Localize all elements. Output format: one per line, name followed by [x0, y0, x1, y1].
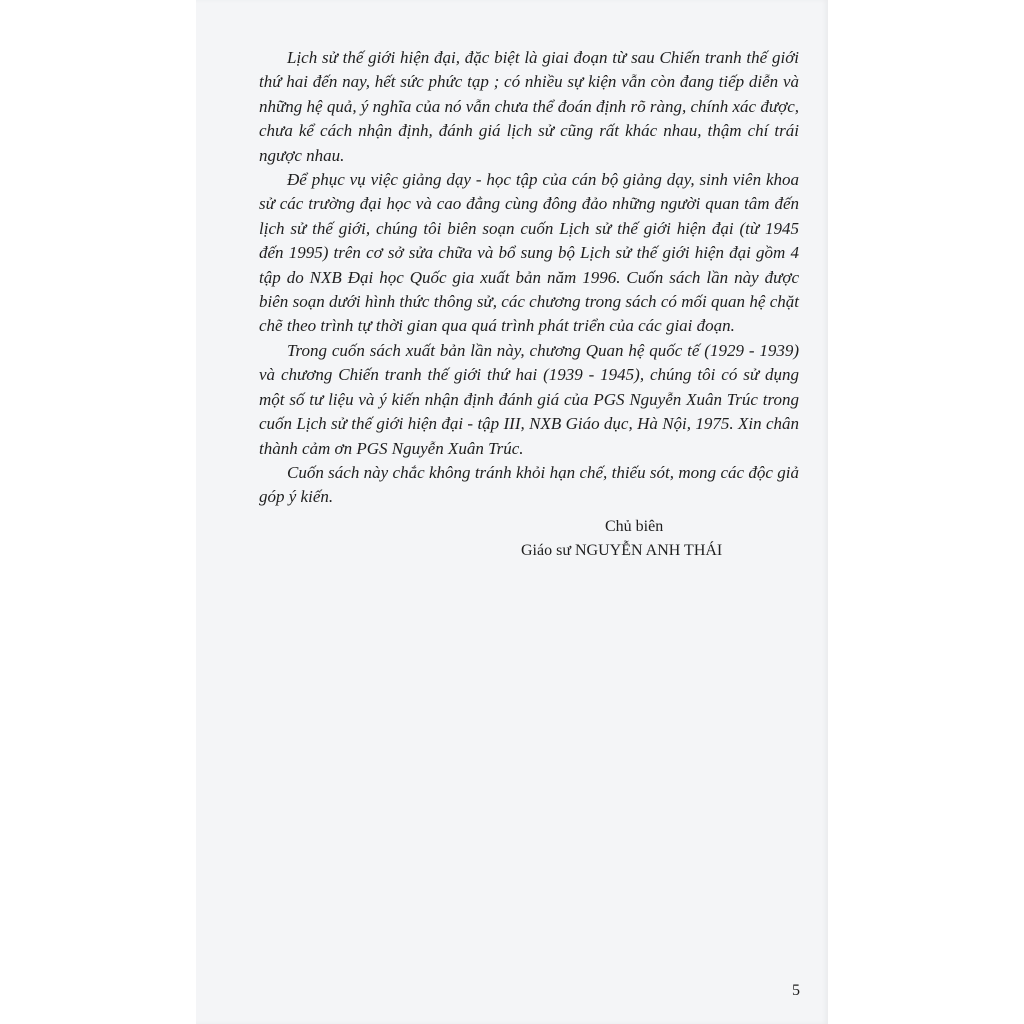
paragraph-2: Để phục vụ việc giảng dạy - học tập của cán bộ giảng dạy, sinh viên khoa sử các trường đại học và cao đẳng cùng đông đảo những người quan tâm đến lịch sử thế giới, chúng tôi biên soạn cuốn Lịch sử thế giới hiện đại (từ 1945 đến 1995) trên cơ sở sửa chữa và bổ sung bộ Lịch sử thế giới hiện đại gồm 4 tập do NXB Đại học Quốc gia xuất bản năm 1996. Cuốn sách lần này được biên soạn dưới hình thức thông sử, các chương trong sách có mối quan hệ chặt chẽ theo trình tự thời gian qua quá trình phát triển của các giai đoạn. — [259, 170, 799, 336]
paragraph-1: Lịch sử thế giới hiện đại, đặc biệt là giai đoạn từ sau Chiến tranh thế giới thứ hai đến nay, hết sức phức tạp ; có nhiều sự kiện vẫn còn đang tiếp diễn và những hệ quả, ý nghĩa của nó vẫn chưa thể đoán định rõ ràng, chính xác được, chưa kể cách nhận định, đánh giá lịch sử cũng rất khác nhau, thậm chí trái ngược nhau. — [259, 48, 799, 165]
signature-role: Chủ biên — [605, 518, 664, 535]
body-text — [259, 46, 799, 510]
signature-block — [196, 512, 828, 572]
page-number: 5 — [792, 982, 800, 999]
book-page — [196, 0, 828, 1024]
paragraph-4: Cuốn sách này chắc không tránh khỏi hạn chế, thiếu sót, mong các độc giả góp ý kiến. — [259, 462, 799, 507]
signature-name: Giáo sư NGUYỄN ANH THÁI — [521, 542, 723, 559]
paragraph-3: Trong cuốn sách xuất bản lần này, chương Quan hệ quốc tế (1929 - 1939) và chương Chiến tranh thế giới thứ hai (1939 - 1945), chúng tôi có sử dụng một số tư liệu và ý kiến nhận định đánh giá của PGS Nguyễn Xuân Trúc trong cuốn Lịch sử thế giới hiện đại - tập III, NXB Giáo dục, Hà Nội, 1975. Xin chân thành cảm ơn PGS Nguyễn Xuân Trúc. — [259, 340, 799, 458]
